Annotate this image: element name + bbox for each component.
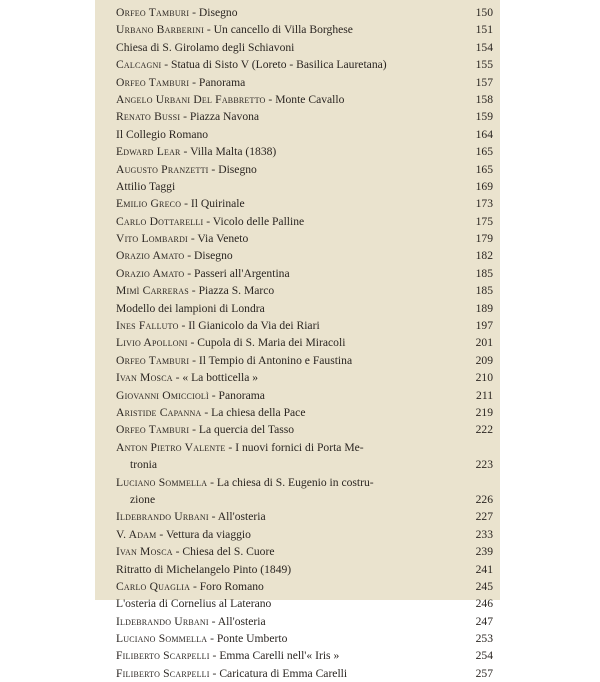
- artist-name: Aristide Capanna: [116, 405, 202, 419]
- artist-name: Orazio Amato: [116, 266, 185, 280]
- artwork-title: Modello dei lampioni di Londra: [116, 301, 265, 315]
- entry-text: [116, 371, 258, 384]
- artwork-title: All'osteria: [217, 510, 266, 524]
- entry-text: [116, 336, 345, 349]
- entry-text: [116, 423, 294, 436]
- page-number: 185: [475, 284, 493, 298]
- artwork-title: Statua di Sisto V (Loreto - Basilica Lauretana): [171, 58, 387, 72]
- artwork-title: Il Tempio di Antonino e Faustina: [198, 353, 353, 367]
- separator: -: [181, 197, 191, 211]
- index-entry: [116, 474, 493, 509]
- separator: -: [189, 75, 199, 89]
- artwork-title-continued: tronia: [130, 458, 158, 472]
- separator: -: [172, 371, 183, 385]
- separator: -: [225, 440, 236, 454]
- separator: -: [208, 388, 219, 402]
- artist-name: Orfeo Tamburi: [116, 6, 190, 19]
- artwork-title: Panorama: [218, 388, 265, 402]
- index-entry: [116, 421, 493, 438]
- page-number: 227: [475, 510, 493, 524]
- index-entry: [116, 665, 493, 682]
- artwork-title: Monte Cavallo: [275, 92, 345, 106]
- entry-text: [116, 667, 347, 680]
- artwork-title: Disegno: [194, 249, 233, 263]
- artwork-title-continued: zione: [130, 492, 156, 506]
- index-entry: [116, 630, 493, 647]
- entry-text: [116, 632, 287, 645]
- artist-name: Calcagni: [116, 58, 162, 72]
- artwork-title: Foro Romano: [199, 579, 264, 593]
- artist-name: Edward Lear: [116, 145, 181, 159]
- index-entry: [116, 56, 493, 73]
- artwork-title: Il Collegio Romano: [116, 127, 209, 141]
- entry-text: [116, 76, 245, 89]
- artwork-title: Ponte Umberto: [216, 632, 288, 646]
- page-number: 150: [475, 6, 493, 19]
- entry-text: [116, 197, 245, 210]
- separator: -: [209, 649, 220, 663]
- artist-name: Livio Apolloni: [116, 336, 188, 350]
- artist-name: Ildebrando Urbani: [116, 614, 209, 628]
- page-number: 241: [475, 562, 493, 576]
- artist-name: Orfeo Tamburi: [116, 353, 190, 367]
- entry-text: [116, 249, 233, 262]
- index-entry: [116, 213, 493, 230]
- artist-name: Vito Lombardi: [116, 232, 188, 246]
- artwork-title: Chiesa del S. Cuore: [182, 545, 275, 559]
- index-entry: [116, 613, 493, 630]
- page-number: 246: [475, 597, 493, 611]
- index-entry: [116, 404, 493, 421]
- artist-name: Orazio Amato: [116, 249, 185, 263]
- entry-text: [116, 476, 374, 489]
- separator: -: [208, 614, 218, 628]
- artist-name: Luciano Sommella: [116, 475, 208, 489]
- separator: -: [201, 405, 212, 419]
- page-number: 164: [475, 127, 493, 141]
- artwork-title: Panorama: [198, 75, 246, 89]
- artwork-title: La chiesa di S. Eugenio in costru-: [216, 475, 374, 489]
- page-number: 219: [475, 405, 493, 419]
- artwork-title: Piazza Navona: [189, 110, 260, 124]
- index-entry: [116, 578, 493, 595]
- separator: -: [188, 284, 199, 298]
- index-entry: [116, 543, 493, 560]
- page-number: 239: [475, 545, 493, 559]
- index-entry: [116, 352, 493, 369]
- artwork-title: L'osteria di Cornelius al Laterano: [116, 597, 272, 611]
- page-number: 211: [476, 388, 493, 402]
- artwork-title: All'osteria: [217, 614, 266, 628]
- artist-name: Orfeo Tamburi: [116, 75, 190, 89]
- separator: -: [184, 249, 195, 263]
- index-entry: [116, 108, 493, 125]
- entry-text: [116, 615, 266, 628]
- artwork-title: La quercia del Tasso: [198, 423, 295, 437]
- artwork-title: La chiesa della Pace: [211, 405, 306, 419]
- page-number: 185: [475, 266, 493, 280]
- page-number: 226: [475, 492, 493, 506]
- separator: -: [203, 214, 213, 228]
- separator: -: [184, 266, 195, 280]
- index-entry: [116, 317, 493, 334]
- entry-text: [116, 110, 259, 123]
- entry-text: [116, 302, 265, 315]
- separator: -: [187, 232, 198, 246]
- entry-text: [116, 389, 265, 402]
- index-entry: [116, 561, 493, 578]
- separator: -: [156, 527, 166, 541]
- entry-text: [116, 6, 238, 19]
- artist-name: Ildebrando Urbani: [116, 510, 209, 524]
- entry-text: [116, 232, 248, 245]
- page-number: 173: [475, 197, 493, 211]
- artist-name: Renato Bussi: [116, 110, 181, 124]
- artwork-title: Via Veneto: [197, 232, 249, 246]
- page-number: 165: [475, 145, 493, 159]
- page-number: 154: [475, 40, 493, 54]
- artist-name: Orfeo Tamburi: [116, 423, 190, 437]
- index-entry: [116, 4, 493, 21]
- artwork-title: Chiesa di S. Girolamo degli Schiavoni: [116, 40, 295, 54]
- entry-text: [116, 354, 352, 367]
- entry-text: [116, 58, 387, 71]
- page-number: 233: [475, 527, 493, 541]
- entry-text: [116, 180, 175, 193]
- index-entry: [116, 161, 493, 178]
- separator: -: [208, 162, 219, 176]
- artwork-title: Piazza S. Marco: [198, 284, 275, 298]
- separator: -: [161, 58, 172, 72]
- page-number: 257: [475, 666, 493, 680]
- entry-text: [116, 267, 290, 280]
- artist-name: Urbano Barberini: [116, 23, 204, 37]
- index-entry: [116, 143, 493, 160]
- separator: -: [265, 92, 276, 106]
- artist-name: Ines Falluto: [116, 319, 179, 333]
- entry-text: [116, 128, 208, 141]
- entry-text: [116, 545, 274, 558]
- index-entry: [116, 369, 493, 386]
- artist-name: Ivan Mosca: [116, 371, 173, 385]
- page-number: 182: [475, 249, 493, 263]
- artist-name: Angelo Urbani Del Fabbretto: [116, 92, 266, 106]
- artist-name: Carlo Dottarelli: [116, 214, 204, 228]
- index-entry: [116, 265, 493, 282]
- index-entry: [116, 647, 493, 664]
- separator: -: [180, 110, 190, 124]
- separator: -: [190, 579, 200, 593]
- index-entry: [116, 387, 493, 404]
- entry-text: [116, 649, 339, 662]
- page-number: 155: [475, 58, 493, 72]
- artwork-title: Villa Malta (1838): [190, 145, 277, 159]
- separator: -: [204, 23, 214, 37]
- separator: -: [187, 336, 198, 350]
- index-entry: [116, 247, 493, 264]
- entry-text: [116, 319, 320, 332]
- entry-text: [116, 163, 257, 176]
- entry-text: [116, 441, 364, 454]
- index-entry: [116, 74, 493, 91]
- index-entry: [116, 334, 493, 351]
- separator: -: [189, 423, 199, 437]
- entry-text: [116, 284, 274, 297]
- entry-text: [116, 597, 271, 610]
- index-entry: [116, 126, 493, 143]
- entry-text: [116, 406, 305, 419]
- index-entry: [116, 230, 493, 247]
- page-number: 254: [475, 649, 493, 663]
- entry-text: [116, 563, 291, 576]
- separator: -: [207, 475, 217, 489]
- page-number: 245: [475, 579, 493, 593]
- separator: -: [208, 510, 218, 524]
- artwork-title: Ritratto di Michelangelo Pinto (1849): [116, 562, 292, 576]
- separator: -: [189, 6, 199, 19]
- index-entry: [116, 178, 493, 195]
- page-number: 189: [475, 301, 493, 315]
- separator: -: [172, 545, 183, 559]
- separator: -: [209, 666, 220, 680]
- artist-name: Mimì Carreras: [116, 284, 189, 298]
- artwork-title: Il Gianicolo da Via dei Riari: [188, 319, 320, 333]
- page-number: 201: [475, 336, 493, 350]
- entry-text: [116, 93, 344, 106]
- artist-name: Emilio Greco: [116, 197, 182, 211]
- page-number: 223: [475, 458, 493, 472]
- entry-text: [116, 145, 276, 158]
- index-entry: [116, 526, 493, 543]
- artwork-title: Disegno: [218, 162, 257, 176]
- index-entry: [116, 195, 493, 212]
- artist-name: Anton Pietro Valente: [116, 440, 226, 454]
- artwork-title: I nuovi fornici di Porta Me-: [235, 440, 364, 454]
- entry-text: [116, 23, 353, 36]
- artwork-title: Passeri all'Argentina: [194, 266, 290, 280]
- page-number: 158: [475, 92, 493, 106]
- artwork-title: Attilio Taggi: [116, 179, 176, 193]
- page-number: 169: [475, 179, 493, 193]
- artwork-title: Cupola di S. Maria dei Miracoli: [197, 336, 346, 350]
- illustrations-index: [116, 4, 493, 682]
- entry-text: [116, 215, 304, 228]
- entry-text: [116, 580, 264, 593]
- entry-text: [116, 510, 266, 523]
- index-entry: [116, 595, 493, 612]
- index-entry: [116, 439, 493, 474]
- page-number: 247: [475, 614, 493, 628]
- separator: -: [207, 632, 217, 646]
- artwork-title: Vicolo delle Palline: [212, 214, 305, 228]
- artist-name: Filiberto Scarpelli: [116, 649, 210, 663]
- separator: -: [178, 319, 189, 333]
- artwork-title: Il Quirinale: [190, 197, 245, 211]
- separator: -: [180, 145, 191, 159]
- index-entry: [116, 21, 493, 38]
- artwork-title: Emma Carelli nell'« Iris »: [219, 649, 340, 663]
- index-entry: [116, 508, 493, 525]
- entry-text: [116, 528, 251, 541]
- artist-name: Ivan Mosca: [116, 545, 173, 559]
- page-number: 157: [475, 75, 493, 89]
- page-number: 179: [475, 232, 493, 246]
- index-entry: [116, 300, 493, 317]
- index-entry: [116, 282, 493, 299]
- artwork-title: Disegno: [198, 6, 238, 19]
- artwork-title: Caricatura di Emma Carelli: [219, 666, 348, 680]
- page-number: 165: [475, 162, 493, 176]
- artist-name: Filiberto Scarpelli: [116, 666, 210, 680]
- page-number: 210: [475, 371, 493, 385]
- artist-name: Augusto Pranzetti: [116, 162, 209, 176]
- artwork-title: Un cancello di Villa Borghese: [213, 23, 353, 37]
- separator: -: [189, 353, 199, 367]
- artist-name: V. Adam: [116, 527, 157, 541]
- artist-name: Giovanni Omicciolì: [116, 388, 209, 402]
- artwork-title: « La botticella »: [182, 371, 259, 385]
- index-entry: [116, 91, 493, 108]
- page-number: 175: [475, 214, 493, 228]
- page-number: 222: [475, 423, 493, 437]
- page-number: 253: [475, 632, 493, 646]
- page-number: 159: [475, 110, 493, 124]
- page-number: 209: [475, 353, 493, 367]
- index-entry: [116, 39, 493, 56]
- page-number: 197: [475, 319, 493, 333]
- artist-name: Luciano Sommella: [116, 632, 208, 646]
- artwork-title: Vettura da viaggio: [165, 527, 251, 541]
- page-number: 151: [475, 23, 493, 37]
- artist-name: Carlo Quaglia: [116, 579, 191, 593]
- entry-text: [116, 41, 294, 54]
